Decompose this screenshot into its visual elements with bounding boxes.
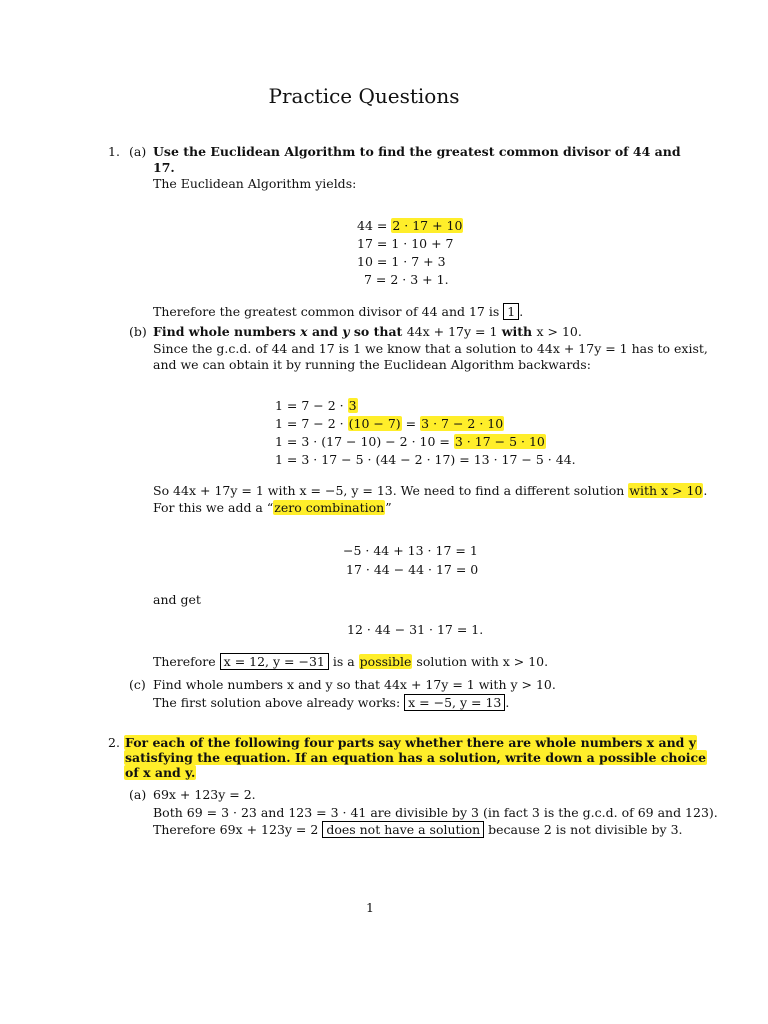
q1c-answer-box: x = −5, y = 13 — [404, 694, 505, 711]
q1b-label: (b) — [129, 324, 147, 339]
q1b-prompt-eq: 44x + 17y = 1 — [406, 324, 498, 339]
q2a-eq: 69x + 123y = 2. — [153, 787, 256, 802]
q1a-prompt-line1: Use the Euclidean Algorithm to find the greatest common divisor of 44 and — [153, 144, 681, 159]
q1b-so-line — [153, 483, 707, 499]
possible-highlight: possible — [359, 654, 412, 669]
q1b-prompt-with: with — [501, 324, 533, 339]
q2a-text-2-start: Therefore 69x + 123y = 2 — [153, 822, 319, 837]
q2-line-3 — [124, 765, 196, 781]
so-line-highlight: with x > 10 — [629, 483, 703, 498]
euclid-eq-1-highlight: 2 · 17 + 10 — [392, 218, 463, 233]
so-line-end: . — [703, 483, 708, 498]
is-a-text: is a — [332, 654, 355, 669]
q2-line-1 — [124, 735, 697, 751]
zero-line-start: For this we add a “ — [153, 500, 274, 515]
q2-line-1-text: For each of the following four parts say whether there are whole numbers x and y — [125, 735, 697, 750]
q1b-text-1: Since the g.c.d. of 44 and 17 is 1 we know that a solution to 44x + 17y = 1 has to exist, — [153, 341, 708, 356]
page-title: Practice Questions — [268, 84, 460, 108]
q2-number: 2. — [108, 735, 120, 750]
euclid-eq-4: 7 = 2 · 3 + 1. — [364, 272, 449, 287]
q1b-prompt — [153, 324, 582, 340]
page-number: 1 — [366, 900, 374, 915]
q1b-prompt-x: x — [300, 324, 308, 339]
q2-line-2-text: satisfying the equation. If an equation has a solution, write down a possible choice — [125, 750, 707, 765]
back-eq-3-left: 1 = 3 · (17 − 10) − 2 · 10 = — [275, 434, 450, 449]
back-eq-2-mid: = — [405, 416, 417, 431]
q2a-text-1: Both 69 = 3 · 23 and 123 = 3 · 41 are divisible by 3 (in fact 3 is the g.c.d. of 69 and 123). — [153, 805, 718, 820]
and-get: and get — [153, 592, 201, 607]
q1c-label: (c) — [129, 677, 146, 692]
q2-line-2 — [124, 750, 707, 766]
back-eq-2 — [275, 416, 504, 432]
back-eq-2-highlight-1: (10 − 7) — [348, 416, 401, 431]
q1a-conclusion-end: . — [519, 304, 524, 319]
q2a-text-2-end: because 2 is not divisible by 3. — [488, 822, 683, 837]
back-eq-1-left: 1 = 7 − 2 · — [275, 398, 344, 413]
back-eq-2-highlight-2: 3 · 7 − 2 · 10 — [421, 416, 504, 431]
q2a-text-2 — [153, 822, 683, 838]
q2a-label: (a) — [129, 787, 147, 802]
q1-number: 1. — [108, 144, 120, 159]
back-eq-1 — [275, 398, 358, 414]
q1a-prompt-line2: 17. — [153, 160, 175, 175]
euclid-eq-3: 10 = 1 · 7 + 3 — [357, 254, 446, 269]
q1b-prompt-y: y — [342, 324, 350, 339]
q1c-end: . — [505, 695, 510, 710]
q1b-zero-line — [153, 500, 392, 516]
q1b-prompt-and: and — [311, 324, 338, 339]
q1c-line — [153, 695, 509, 711]
solution-with-text: solution with x > 10. — [416, 654, 549, 669]
therefore-text: Therefore — [153, 654, 216, 669]
q1a-label: (a) — [129, 144, 147, 159]
back-eq-4: 1 = 3 · 17 − 5 · (44 − 2 · 17) = 13 · 17 − 5 · 44. — [275, 452, 576, 467]
gcd-answer-box: 1 — [503, 303, 519, 320]
q1b-therefore — [153, 654, 548, 670]
q1c-text: The first solution above already works: — [153, 695, 401, 710]
q1b-answer-box: x = 12, y = −31 — [220, 653, 329, 670]
q1a-conclusion — [153, 304, 523, 320]
zero-line-end: ” — [385, 500, 392, 515]
zero-eq-2: 17 · 44 − 44 · 17 = 0 — [346, 562, 479, 577]
euclid-eq-2: 17 = 1 · 10 + 7 — [357, 236, 454, 251]
back-eq-1-highlight: 3 — [348, 398, 357, 413]
back-eq-2-left: 1 = 7 − 2 · — [275, 416, 344, 431]
euclid-eq-1-left: 44 = — [357, 218, 392, 233]
q1c-prompt: Find whole numbers x and y so that 44x + 17y = 1 with y > 10. — [153, 677, 556, 692]
q1a-conclusion-text: Therefore the greatest common divisor of 44 and 17 is — [153, 304, 500, 319]
zero-combination-highlight: zero combination — [274, 500, 385, 515]
zero-eq-1: −5 · 44 + 13 · 17 = 1 — [343, 543, 478, 558]
q2a-answer-box: does not have a solution — [322, 821, 484, 838]
q1b-prompt-so: so that — [353, 324, 403, 339]
q2-line-3-text: of x and y. — [125, 765, 196, 780]
q1b-text-2: and we can obtain it by running the Euclidean Algorithm backwards: — [153, 357, 591, 372]
result-eq: 12 · 44 − 31 · 17 = 1. — [347, 622, 484, 637]
so-line-start: So 44x + 17y = 1 with x = −5, y = 13. We need to find a different solution — [153, 483, 625, 498]
back-eq-3 — [275, 434, 546, 450]
q1b-prompt-start: Find whole numbers — [153, 324, 296, 339]
q1a-intro: The Euclidean Algorithm yields: — [153, 176, 357, 191]
euclid-eq-1 — [357, 218, 463, 234]
back-eq-3-highlight: 3 · 17 − 5 · 10 — [454, 434, 545, 449]
q1b-prompt-cond: x > 10. — [536, 324, 582, 339]
